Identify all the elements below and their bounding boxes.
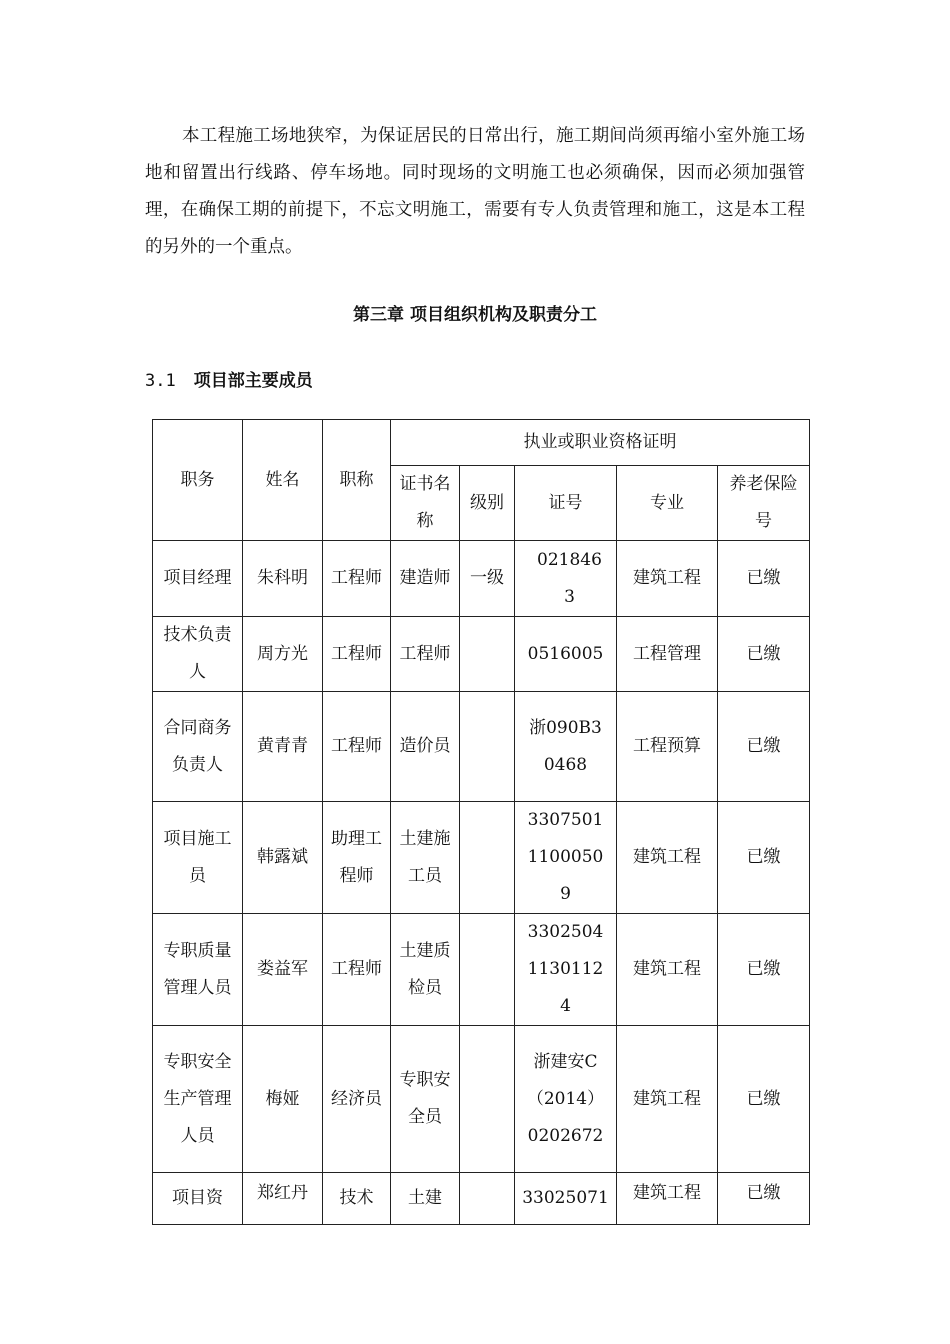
cell-name: 黄青青 [243,692,323,802]
header-major: 专业 [617,466,718,541]
cell-cert-no: 0218463 [515,541,617,617]
cell-level: 一级 [460,541,515,617]
section-number: 3.1 [145,371,176,391]
cell-cert-name: 造价员 [391,692,460,802]
cell-pension: 已缴 [718,617,810,692]
cell-cert-no: 330250411301124 [515,914,617,1026]
cell-pension: 已缴 [718,914,810,1026]
header-cert-no: 证号 [515,466,617,541]
section-title: 项目部主要成员 [193,371,313,391]
cell-cert-name: 土建质检员 [391,914,460,1026]
cell-cert-no: 浙090B30468 [515,692,617,802]
header-position: 职务 [153,420,243,541]
header-level: 级别 [460,466,515,541]
cell-cert-no: 浙建安C（2014）0202672 [515,1026,617,1173]
cell-pension: 已缴 [718,541,810,617]
cell-level [460,1026,515,1173]
table-row [153,617,810,692]
cell-title: 工程师 [323,541,391,617]
cell-cert-name: 土建施工员 [391,802,460,914]
cell-name: 韩露斌 [243,802,323,914]
cell-position: 专职安全生产管理人员 [153,1026,243,1173]
cell-position: 项目施工员 [153,802,243,914]
cell-position: 项目资 [153,1173,243,1225]
cell-title: 工程师 [323,692,391,802]
cell-major: 建筑工程 [617,1026,718,1173]
cell-major: 建筑工程 [617,914,718,1026]
cell-title: 助理工程师 [323,802,391,914]
cell-major: 建筑工程 [617,541,718,617]
cell-cert-no: 330750111000509 [515,802,617,914]
cell-name: 娄益军 [243,914,323,1026]
cell-name: 郑红丹 [243,1173,323,1225]
header-name: 姓名 [243,420,323,541]
cell-level [460,802,515,914]
cell-position: 技术负责人 [153,617,243,692]
intro-paragraph: 本工程施工场地狭窄，为保证居民的日常出行，施工期间尚须再缩小室外施工场地和留置出行线路、停车场地。同时现场的文明施工也必须确保，因而必须加强管理，在确保工期的前提下，不忘文明施工，需要有专人负责管理和施工，这是本工程的另外的一个重点。 [145,126,805,257]
cell-major: 建筑工程 [617,1173,718,1225]
header-title: 职称 [323,420,391,541]
members-table [152,419,810,1225]
table-row [153,802,810,914]
table-row [153,1173,810,1225]
cell-cert-name: 土建 [391,1173,460,1225]
cell-title: 工程师 [323,617,391,692]
cell-pension: 已缴 [718,1026,810,1173]
cell-major: 工程预算 [617,692,718,802]
cell-title: 经济员 [323,1026,391,1173]
table-row [153,541,810,617]
cell-position: 专职质量管理人员 [153,914,243,1026]
section-heading [145,366,313,391]
cell-name: 朱科明 [243,541,323,617]
cell-level [460,1173,515,1225]
cell-title: 工程师 [323,914,391,1026]
table-row [153,914,810,1026]
header-cert-name: 证书名称 [391,466,460,541]
cell-position: 项目经理 [153,541,243,617]
table-row [153,692,810,802]
cell-level [460,692,515,802]
table-row [153,1026,810,1173]
cell-name: 周方光 [243,617,323,692]
cell-major: 建筑工程 [617,802,718,914]
cell-pension: 已缴 [718,692,810,802]
cell-major: 工程管理 [617,617,718,692]
cell-title: 技术 [323,1173,391,1225]
header-pension: 养老保险号 [718,466,810,541]
cell-cert-name: 工程师 [391,617,460,692]
cell-pension: 已缴 [718,802,810,914]
cell-cert-name: 建造师 [391,541,460,617]
cell-name: 梅娅 [243,1026,323,1173]
cell-level [460,617,515,692]
cell-cert-no: 33025071 [515,1173,617,1225]
cell-cert-no: 0516005 [515,617,617,692]
cell-cert-name: 专职安全员 [391,1026,460,1173]
cell-position: 合同商务负责人 [153,692,243,802]
header-qualification-group: 执业或职业资格证明 [391,420,810,466]
chapter-title: 第三章 项目组织机构及职责分工 [353,305,597,325]
cell-level [460,914,515,1026]
cell-pension: 已缴 [718,1173,810,1225]
